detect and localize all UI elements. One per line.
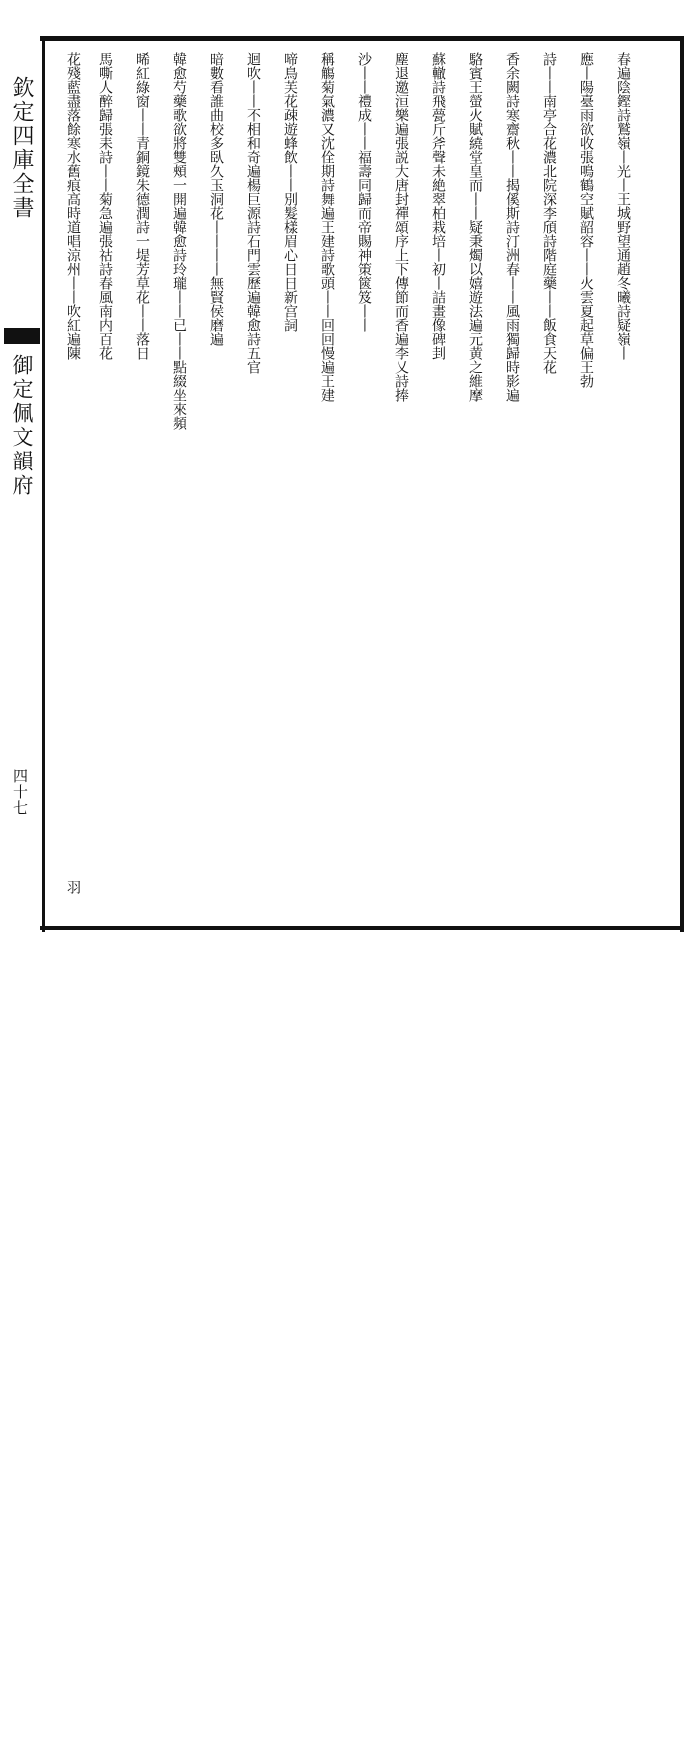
top-border: [40, 36, 684, 41]
text-column: 駱賓王螢火賦繞堂皇而丨丨疑秉燭以嬉遊法遍元黄之維摩: [467, 52, 483, 402]
text-column: 詩丨丨南亭合花濃北院深李頎詩階庭藥丨丨飯食天花: [541, 52, 557, 374]
text-column: 馬嘶人醉歸張耒詩丨丨菊急遍張祜詩春風南内百花: [97, 52, 113, 360]
text-column: 暗數看誰曲校多臥久玉洞花丨丨丨丨無賢侯磨遍: [208, 52, 224, 346]
right-border: [680, 36, 684, 932]
text-column: 稱觴菊氣濃又沈佺期詩舞遍王建詩歌頭丨丨回回慢遍王建: [319, 52, 335, 402]
text-column: 迴吹丨丨不相和奇遍楊巨源詩石門雲歷遍韓愈詩五官: [245, 52, 261, 374]
text-column: 香余闕詩寒齋秋丨丨揭傒斯詩汀洲春丨丨風雨獨歸時影遍: [504, 52, 520, 402]
text-column: 晞紅綠窗丨丨青銅鏡朱德潤詩一堤芳草花丨丨落日: [134, 52, 150, 360]
left-border: [42, 36, 45, 932]
text-column: 沙丨丨禮成丨丨福壽同歸而帝賜神策篋笈丨丨: [356, 52, 372, 332]
text-column: 春遍陰鏗詩鷲嶺丨光丨王城野望通趙冬曦詩疑嶺丨: [615, 52, 631, 360]
text-column: 韓愈芍藥歌欲將雙頰一開遍韓愈詩玲瓏丨丨已丨丨點綴坐來頻: [171, 52, 187, 430]
text-column: 羽: [65, 880, 81, 894]
text-column: 應丨陽臺雨欲收張鳴鶴空賦韶容丨丨火雲夏起草偏王勃: [578, 52, 594, 388]
text-column: 花殘藍盡落餘寒水舊痕高時道唱涼州丨丨吹紅遍陳: [65, 52, 81, 360]
fishtail-mark: [4, 328, 40, 344]
work-title: 御定佩文韻府: [10, 354, 34, 498]
margin-strip: [0, 36, 42, 926]
text-column: 啼鳥芙花疎遊蜂飲丨丨別髮樣眉心日日新宫詞: [282, 52, 298, 332]
book-title: 欽定四庫全書: [9, 76, 34, 220]
text-column: 塵退邀洹樂遍張説大唐封禪頌序上下傳節而香遍李乂詩捧: [393, 52, 409, 402]
page-number: 四十七: [11, 768, 29, 816]
text-column: 蘇轍詩飛甍斤斧聲未絶翠柏栽培丨初丨詰畫像碑刲: [430, 52, 446, 360]
